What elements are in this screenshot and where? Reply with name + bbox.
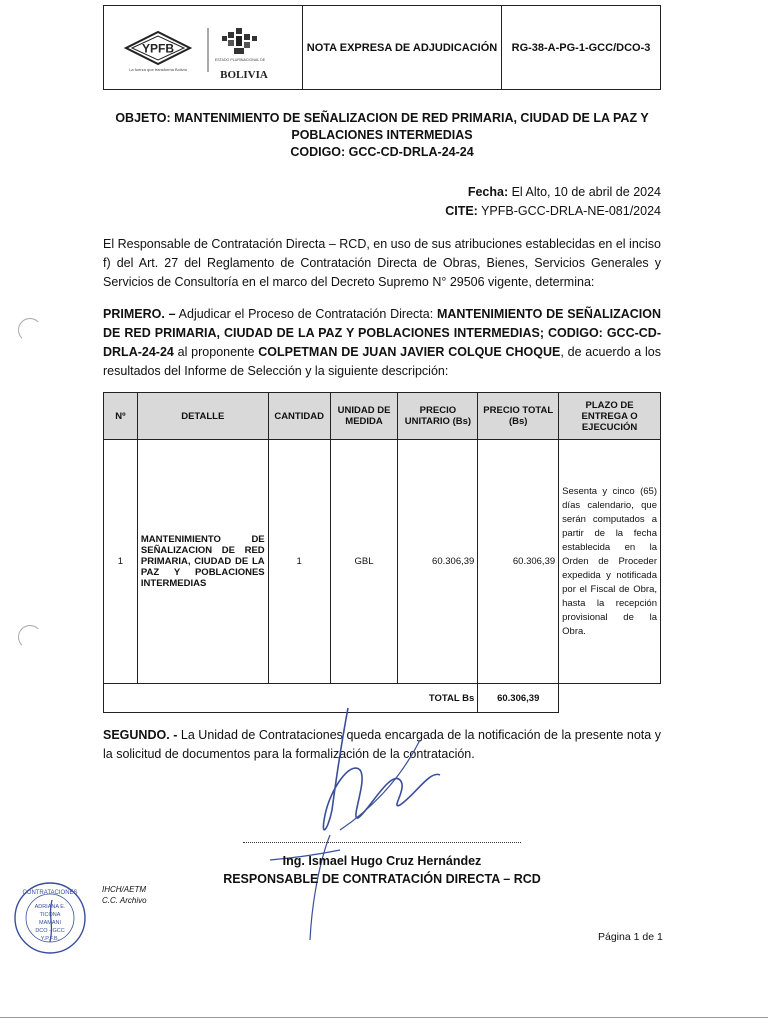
doc-code: RG-38-A-PG-1-GCC/DCO-3 <box>511 41 651 54</box>
ypfb-logo <box>104 6 302 89</box>
stamp-line-2: TICONA <box>39 912 61 918</box>
col-n: Nº <box>104 393 138 440</box>
punch-hole <box>18 318 42 342</box>
signer-role: RESPONSABLE DE CONTRATACIÓN DIRECTA – RCD <box>223 872 541 886</box>
cell-precio-unitario: 60.306,39 <box>398 440 478 684</box>
stamp-line-5: Y.P.F.B. <box>40 936 60 942</box>
state-logo-text: BOLIVIA <box>220 69 268 81</box>
segundo-text: La Unidad de Contrataciones queda encargada de la notificación de la presente nota y la solicitud de documentos para la formalización de la contratación. <box>103 728 661 761</box>
stamp-outer-text: CONTRATACIONES <box>22 890 78 896</box>
ypfb-logo-text: YPFB <box>141 41 175 56</box>
objeto-heading <box>103 110 661 161</box>
objeto-line-3: CODIGO: GCC-CD-DRLA-24-24 <box>290 145 474 159</box>
col-plazo: PLAZO DE ENTREGA O EJECUCIÓN <box>559 393 661 440</box>
stamp-line-4: DCO - GCC <box>35 928 65 934</box>
objeto-line-2: POBLACIONES INTERMEDIAS <box>291 128 473 142</box>
col-precio-unitario: PRECIO UNITARIO (Bs) <box>398 393 478 440</box>
cell-unidad: GBL <box>330 440 398 684</box>
fecha-line <box>445 183 661 202</box>
objeto-line-1: OBJETO: MANTENIMIENTO DE SEÑALIZACION DE RED PRIMARIA, CIUDAD DE LA PAZ Y <box>115 111 649 125</box>
stamp-line-1: ADRIANA E. <box>34 904 66 910</box>
header-logos <box>104 6 303 89</box>
primero-text-1: Adjudicar el Proceso de Contratación Directa: <box>175 307 437 321</box>
cell-precio-total: 60.306,39 <box>478 440 559 684</box>
state-logo-subtitle: ESTADO PLURINACIONAL DE <box>214 58 266 62</box>
cell-plazo: Sesenta y cinco (65) días calendario, que serán computados a partir de la fecha establecida en la Orden de Proceder expedida y notificada por el Fiscal de Obra, hasta la recepción provisional de la Obra. <box>559 440 661 684</box>
primero-bold-2: COLPETMAN DE JUAN JAVIER COLQUE CHOQUE <box>258 345 561 359</box>
document-header <box>103 5 661 90</box>
cite-line <box>445 202 661 221</box>
cell-cantidad: 1 <box>268 440 330 684</box>
page-number: Página 1 de 1 <box>598 931 663 943</box>
cell-detalle: MANTENIMIENTO DE SEÑALIZACION DE RED PRIMARIA, CIUDAD DE LA PAZ Y POBLACIONES INTERMEDIAS <box>137 440 268 684</box>
primero-bold-1: MANTENIMIENTO DE SEÑALIZACION DE RED PRIMARIA, CIUDAD DE LA PAZ Y POBLACIONES INTERMEDIAS; CODIGO: GCC-CD-DRLA-24-24 <box>103 307 661 359</box>
primero-text-2: al proponente <box>173 345 259 359</box>
col-cantidad: CANTIDAD <box>268 393 330 440</box>
stamp-line-3: MAMANI <box>39 920 61 926</box>
cite-value: YPFB-GCC-DRLA-NE-081/2024 <box>477 204 661 218</box>
intro-paragraph: El Responsable de Contratación Directa – RCD, en uso de sus atribuciones establecidas en el inciso f) del Art. 27 del Reglamento de Contratación Directa de Obras, Bienes, Servicios Generales y Servicios de Consultoría en el marco del Decreto Supremo N° 29506 vigente, determina: <box>103 237 661 289</box>
primero-label: PRIMERO. – <box>103 307 176 321</box>
scan-edge <box>0 1017 768 1018</box>
official-stamp <box>12 880 88 956</box>
col-unidad: UNIDAD DE MEDIDA <box>330 393 398 440</box>
initials-line-2: C.C. Archivo <box>102 896 147 905</box>
fecha-label: Fecha: <box>467 185 509 199</box>
total-value: 60.306,39 <box>478 684 559 713</box>
adjudication-table <box>103 392 661 713</box>
table-row <box>104 440 661 684</box>
signature-line <box>243 842 521 843</box>
date-cite-block <box>445 183 661 221</box>
segundo-label: SEGUNDO. - <box>103 728 178 742</box>
total-label: TOTAL Bs <box>104 684 478 713</box>
table-header-row <box>104 393 661 440</box>
handwritten-signature <box>250 700 510 950</box>
primero-text-3: , de acuerdo a los resultados del Informe de Selección y la siguiente descripción: <box>103 345 662 378</box>
col-detalle: DETALLE <box>137 393 268 440</box>
col-precio-total: PRECIO TOTAL (Bs) <box>478 393 559 440</box>
signer-name: Ing. Ismael Hugo Cruz Hernández <box>282 854 482 868</box>
initials-block <box>102 884 147 906</box>
primero-paragraph <box>103 305 661 381</box>
cell-n: 1 <box>104 440 138 684</box>
doc-type-title: NOTA EXPRESA DE ADJUDICACIÓN <box>303 6 502 89</box>
ypfb-tagline: La fuerza que transforma Bolivia <box>129 67 187 72</box>
initials-line-1: IHCH/AETM <box>102 885 146 894</box>
punch-hole <box>18 625 42 649</box>
signature-block <box>103 852 661 888</box>
fecha-value: El Alto, 10 de abril de 2024 <box>508 185 661 199</box>
cite-label: CITE: <box>445 204 478 218</box>
bolivia-emblem-icon <box>222 28 257 54</box>
